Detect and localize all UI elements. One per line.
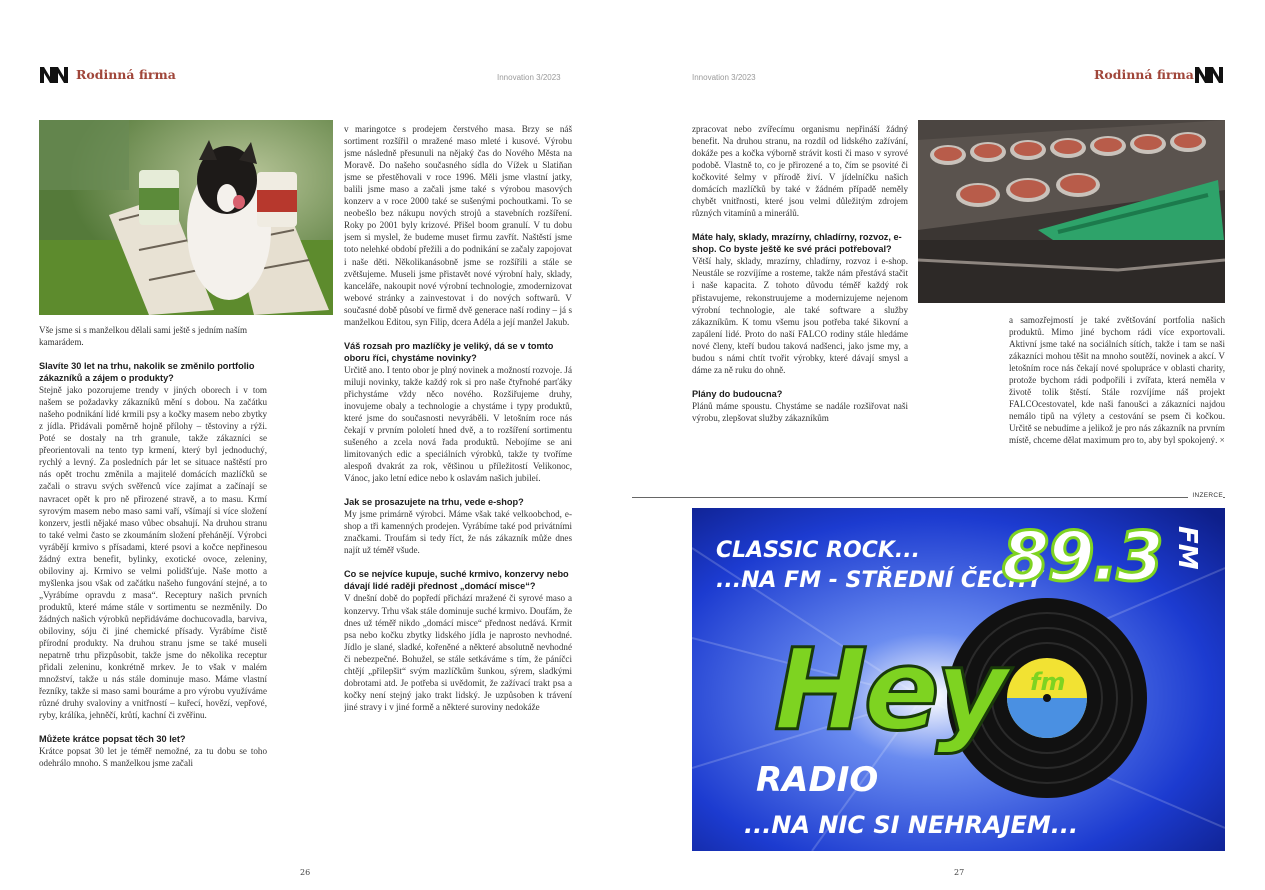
brand-logo-icon: [1194, 66, 1224, 84]
ad-line-region: ...NA FM - STŘEDNÍ ČECHY: [716, 568, 1043, 593]
article-column-1: [39, 324, 267, 856]
ad-radio-label: RADIO: [756, 760, 879, 800]
question-heading: Máte haly, sklady, mrazírny, chladírny, rozvoz, e-shop. Co byste ještě ke své práci potřeboval?: [692, 232, 902, 255]
answer-paragraph: v maringotce s prodejem čerstvého masa. Brzy se náš sortiment rozšířil o mražené maso mleté i kusové. Výrobu jsme následně přesunuli na nějaký čas do Nového Města na Moravě. Do našeho současného sídla do Vížek u Slatiňan jsme se přestěhovali v roce 1996. Měli jsme vlastní jatky, balili jsme maso a začali jsme také s výrobou masových konzerv a v roce 2000 také se sušenými pochoutkami. To se neobešlo bez nákupu nových strojů a stavebních rozšíření. Roky po 2001 byly krizové. Přišel boom granulí. V tu dobu jsem si myslel, že budeme muset firmu zavřít. Naštěstí jsme toto nelehké období přežili a do podnikání se začaly zapojovat i naše děti. Několikanásobně jsme se rozšířili a stále se zvětšujeme. Museli jsme přistavět nové výrobní haly, sklady, kanceláře, nakoupit nové výrobní technologie, zmodernizovat webové stránky a zainvestovat i do nových softwarů. V současné době působí ve firmě dvě generace naší rodiny – já s manželkou Editou, syn Filip, dcera Adéla a její manžel Jakub.: [344, 124, 572, 327]
divider: [632, 497, 1225, 498]
rubric-title: Rodinná firma: [76, 67, 176, 82]
answer-paragraph: zpracovat nebo zvířecímu organismu nepřináší žádný benefit. Na druhou stranu, na rozdíl od lidského zažívání, dokáže pes a kočka výborně strávit kosti či maso v syrové podobě. Vlastně to, co je přirozené a to, čím se psovité či kočkovité šelmy v přírodě živí. V jídelníčku našich domácích mazlíčků by také v žádném případě neměly chybět vnitřnosti, které jsou velmi důležitým zdrojem různých vitamínů a minerálů.: [692, 124, 908, 219]
ad-slogan: ...NA NIC SI NEHRAJEM...: [744, 811, 1079, 839]
answer-paragraph: Plánů máme spoustu. Chystáme se nadále rozšiřovat naši výrobu, zlepšovat služby zákazníkům: [692, 400, 908, 423]
article-column-4: [1009, 314, 1225, 482]
left-page: [0, 0, 632, 890]
ad-fm-label: FM: [1172, 526, 1202, 570]
ad-record-fm: fm: [1030, 668, 1066, 696]
question-heading: Váš rozsah pro mazlíčky je veliký, dá se v tomto oboru říci, chystáme novinky?: [344, 340, 554, 363]
answer-paragraph: Stejně jako pozorujeme trendy v jiných oborech i v tom našem se požadavky zákazníků mění s dobou. Na začátku našeho podnikání lidé krmili psy a kočky masem nebo zbytky z jídla. Přidávali poměrně hojně přílohy – těstoviny a rýži. Poté se dostaly na trh granule, takže zákazníci se přeorientovali na tento typ krmení, který byl jednoduchý, rychlý a levný. Za posledních pár let se situace naštěstí pro nás opět trochu změnila a majitelé domácích mazlíčků se začali o stravu svých svěřenců více zajímat a začínají se navracet opět k pro ně přirozené stravě, a to masu. Krmí syrovým masem nebo maso sami vaří, všímají si více složení konzerv, jestli nějaké maso vůbec obsahují. Na druhou stranu to také velmi často se zkoumáním složení přehánějí. Výrobci vyrábějí krmivo s přísadami, které psovi a kočce nepřinesou žádný extra benefit, bylinky, exotické ovoce, zeleniny, obiloviny aj. Krmivo se velmi polidšťuje. Naše motto a myšlenka jsou však od začátku našeho fungování stejné, a to „Vyrábíme opravdu z masa“. Receptury našich prvních produktů, které máme stále v sortimentu se nezměnily. Do žádných našich výrobků nepřidáváme dochucovadla, barviva, obiloviny, sóju či jiné chemické přísady. Vyrábíme čistě přírodní produkty. Na druhou stranu jsme se také museli nepatrně trhu přizpůsobit, takže jsme do několika receptur přidali zeleninu, konkrétně mrkev. Je to však v malém množství, takže u nás stále dominuje maso. Máme vlastní řezníky, takže si maso sami bouráme a pro výrobu využíváme různé druhy svaloviny a vnitřností – kuřecí, hovězí, vepřové, ryby, králíka, jehněčí, krůtí, kachní či zvěřinu.: [39, 385, 267, 721]
question-heading: Plány do budoucna?: [692, 388, 783, 399]
ad-frequency: 89.3: [1002, 518, 1162, 597]
production-line-photo: [918, 120, 1225, 303]
question-heading: Můžete krátce popsat těch 30 let?: [39, 734, 186, 745]
answer-paragraph: Určitě ano. I tento obor je plný novinek a možností rozvoje. Já miluji novinky, takže každý rok si pro naše čtyřnohé parťáky přichystáme vždy něco nového. Rozšiřujeme druhy, inovujeme obaly a technologie a chystáme i typy produktů, které jsme do současnosti nevyráběli. V letošním roce nás čekají v prvním pololetí hned dvě, a to rozšíření sortimentu sušeného a zcela nová řada produktů. Nebojíme se ani limitovaných edic a speciálních výrobků, takže ty tvoříme alespoň dvakrát za rok, většinou u příležitostí Velikonoc, Vánoc, jako letní edice nebo k oslavám našich jubileí.: [344, 364, 572, 484]
ad-brand-hey: Hey: [774, 626, 1005, 756]
photo-caption: Vše jsme si s manželkou dělali sami ještě s jedním naším kamarádem.: [39, 325, 248, 348]
issue-label: Innovation 3/2023: [497, 73, 561, 82]
answer-paragraph: V dnešní době do popředí přichází mražené či syrové maso a konzervy. Trhu však stále dominuje suché krmivo. Doufám, že dnes už téměř nikdo „domácí misce“ přednost nedává. Krmit psa nebo kočku zbytky lidského jídla je naprosto nevhodné. Jídlo je slané, sladké, kořeněné a některé absolutně nevhodné či nebezpečné. Bohužel, se stále setkáváme s tím, že páníčci chtějí „přilepšit“ svým mazlíčkům šunkou, sýrem, sladkými dobrotami atd. Je potřeba si uvědomit, že zažívací trakt psa a kočky není stejný jako trakt lidský. Je uzpůsoben k trávení jiné stravy i v jiné formě a některé suroviny nedokáže: [344, 593, 572, 712]
question-heading: Co se nejvíce kupuje, suché krmivo, konzervy nebo dávají lidé raději přednost „domácí misce“?: [344, 569, 569, 592]
issue-label: Innovation 3/2023: [692, 73, 756, 82]
question-heading: Jak se prosazujete na trhu, vede e-shop?: [344, 497, 524, 508]
ad-line-classic-rock: CLASSIC ROCK...: [716, 538, 920, 563]
answer-paragraph: Větší haly, sklady, mrazírny, chladírny, rozvoz i e-shop. Neustále se rozvíjíme a rosteme, takže nám přestává stačit i naše kapacita. Z tohoto důvodu téměř každý rok přistavujeme, rekonstruujeme a modernizujeme nejenom výrobní technologie, ale také software a služby zákazníkům. K tomu všemu jsou potřeba také šikovní a zapálení lidé. Proto do naší FALCO rodiny stále hledáme nové členy, kteří budou taková nadšenci, jako jsme my, a budou s námi chtít tvořit výrobky, které dávají smysl a dáme za ně ruku do ohně.: [692, 256, 908, 375]
question-heading: Slavíte 30 let na trhu, nakolik se změnilo portfolio zákazníků a zájem o produkty?: [39, 361, 255, 384]
answer-paragraph: My jsme primárně výrobci. Máme však také velkoobchod, e-shop a tři kamenných prodejen. Vyrábíme také pod privátními značkami. Troufám si tedy říct, že nás zákazník může dnes najít už téměř všude.: [344, 509, 572, 556]
answer-paragraph: a samozřejmostí je také zvětšování portfolia našich produktů. Mimo jiné bychom rádi více exportovali. Aktivní jsme také na sociálních sítích, takže i tam se naši zákazníci mohou těšit na mnoho soutěží, novinek a akcí. V letošním roce nás čekají nové spolupráce v oblasti charity, protože bychom rádi podpořili i zvířata, která neměla v životě tolik štěstí. Stále rozvíjíme náš projekt FALCOcestovatel, kde naši fanoušci a zákazníci najdou nemálo tipů na výlety a cestování se psem či kočkou. Určitě se nebudíme a jelikož je pro nás zákazník na prvním místě, chceme dělat maximum pro to, aby byl spokojený. ×: [1009, 315, 1225, 446]
dog-photo: [39, 120, 333, 315]
rubric-title: Rodinná firma: [1094, 67, 1194, 82]
answer-paragraph: Krátce popsat 30 let je téměř nemožné, za tu dobu se toho odehrálo mnoho. S manželkou jsme začali: [39, 746, 267, 769]
article-column-2: [344, 123, 572, 856]
ad-label: INZERCE: [1188, 492, 1223, 499]
brand-logo-icon: [39, 66, 69, 84]
radio-advertisement[interactable]: [692, 508, 1225, 851]
article-column-3: [692, 123, 908, 479]
page-number: 26: [300, 868, 311, 877]
page-number: 27: [954, 868, 965, 877]
